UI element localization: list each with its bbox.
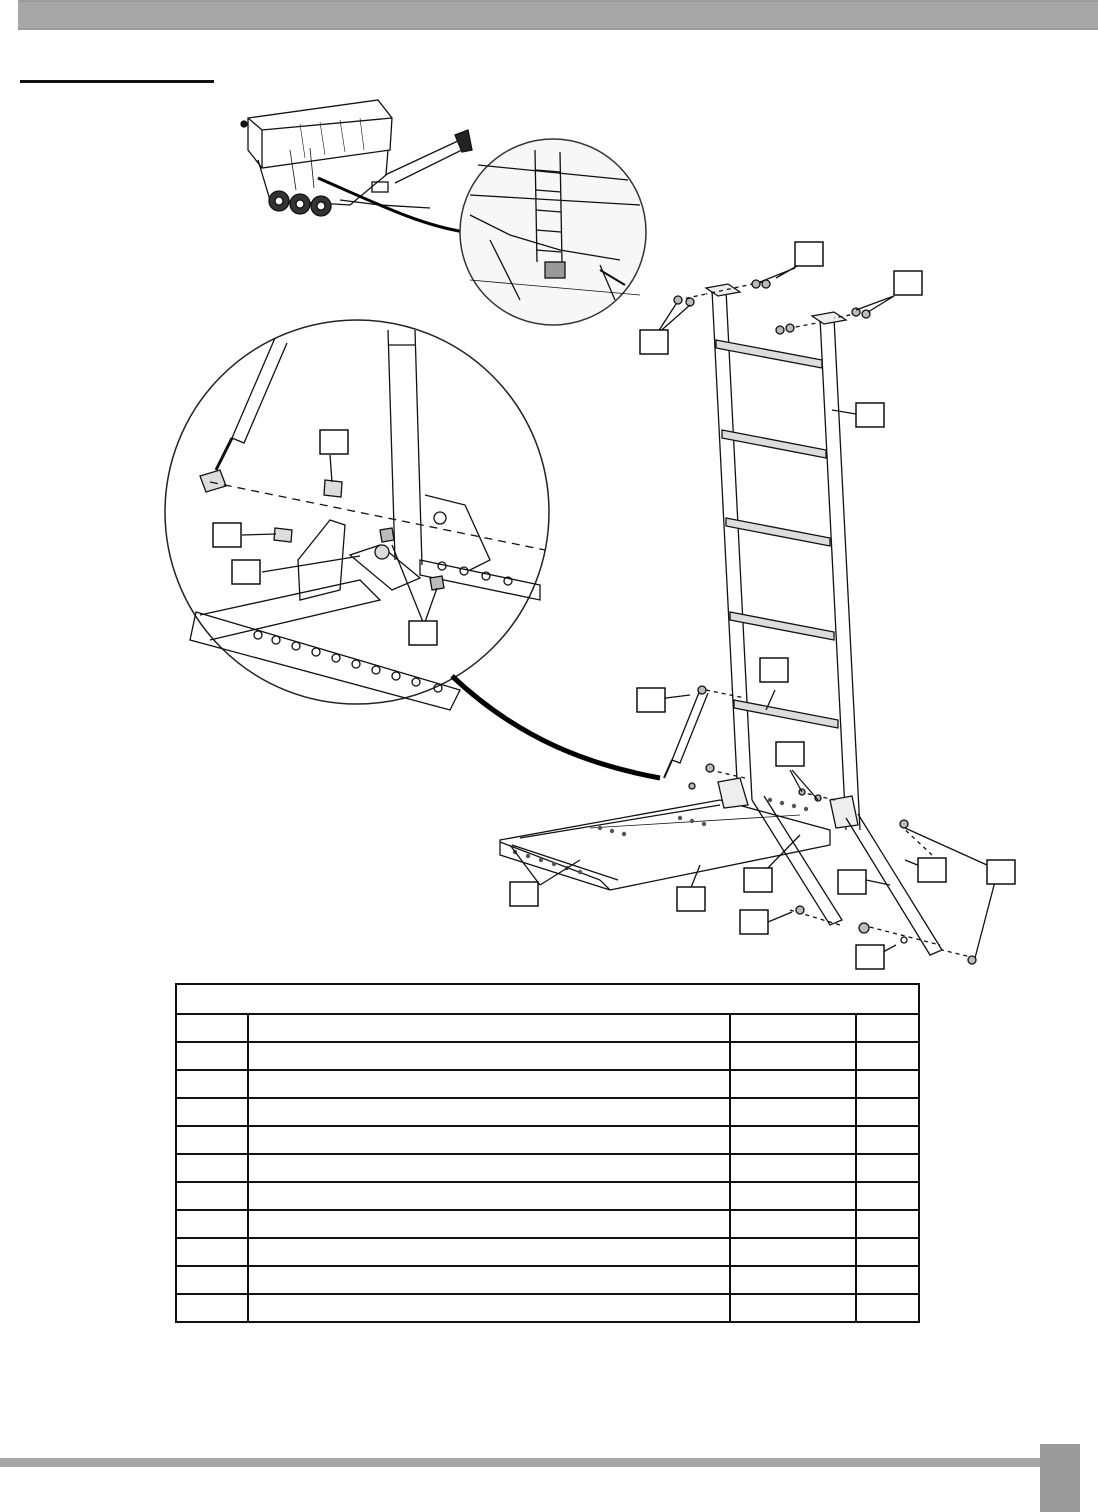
table-cell	[176, 1182, 248, 1210]
hinge-detail-circle	[165, 320, 549, 710]
callout-box	[894, 271, 922, 295]
callout-box	[918, 858, 946, 882]
table-cell	[856, 1294, 919, 1322]
callout-box	[856, 403, 884, 427]
callout-box	[637, 688, 665, 712]
cart-ladder-detail-circle	[460, 139, 646, 325]
table-cell	[730, 1154, 856, 1182]
table-cell	[730, 1266, 856, 1294]
table-header-row	[176, 1014, 919, 1042]
table-cell	[176, 1126, 248, 1154]
table-cell	[856, 1266, 919, 1294]
table-cell	[248, 1182, 730, 1210]
table-row	[176, 1238, 919, 1266]
column-header	[176, 1014, 248, 1042]
callout-box	[677, 887, 705, 911]
table-cell	[730, 1042, 856, 1070]
table-cell	[248, 1126, 730, 1154]
callout-box	[744, 868, 772, 892]
table-title-row	[176, 984, 919, 1014]
table-cell	[176, 1098, 248, 1126]
table-cell	[248, 1098, 730, 1126]
table-cell	[176, 1210, 248, 1238]
table-cell	[856, 1238, 919, 1266]
table-row	[176, 1126, 919, 1154]
footer-bar	[0, 1458, 1040, 1467]
page-number-tab	[1040, 1444, 1080, 1512]
table-cell	[856, 1182, 919, 1210]
table-cell	[730, 1126, 856, 1154]
table-row	[176, 1042, 919, 1070]
table-cell	[176, 1294, 248, 1322]
table-cell	[856, 1210, 919, 1238]
callout-box	[776, 742, 804, 766]
table-cell	[248, 1070, 730, 1098]
table-title-cell	[176, 984, 919, 1014]
table-cell	[248, 1154, 730, 1182]
table-cell	[730, 1070, 856, 1098]
callout-box	[320, 430, 348, 454]
table-row	[176, 1294, 919, 1322]
column-header	[730, 1014, 856, 1042]
table-cell	[856, 1070, 919, 1098]
table-cell	[730, 1182, 856, 1210]
table-cell	[730, 1098, 856, 1126]
callout-box	[510, 882, 538, 906]
callout-box	[987, 860, 1015, 884]
table-cell	[730, 1238, 856, 1266]
table-row	[176, 1182, 919, 1210]
callout-box	[213, 523, 241, 547]
table-row	[176, 1098, 919, 1126]
table-cell	[248, 1238, 730, 1266]
grain-cart-overview	[241, 100, 472, 216]
callout-box	[409, 621, 437, 645]
table-cell	[176, 1238, 248, 1266]
callout-box	[838, 870, 866, 894]
table-cell	[856, 1042, 919, 1070]
callout-box	[856, 945, 884, 969]
table-cell	[856, 1126, 919, 1154]
table-cell	[248, 1042, 730, 1070]
table-cell	[856, 1154, 919, 1182]
parts-list-table	[175, 983, 920, 1323]
table-cell	[176, 1042, 248, 1070]
table-cell	[730, 1210, 856, 1238]
table-cell	[248, 1294, 730, 1322]
table-cell	[176, 1266, 248, 1294]
callout-box	[232, 560, 260, 584]
callout-box	[760, 658, 788, 682]
table-row	[176, 1210, 919, 1238]
table-cell	[248, 1210, 730, 1238]
table-cell	[856, 1098, 919, 1126]
table-row	[176, 1154, 919, 1182]
table-row	[176, 1070, 919, 1098]
callout-box	[740, 910, 768, 934]
table-cell	[176, 1070, 248, 1098]
callout-box	[795, 242, 823, 266]
table-cell	[176, 1154, 248, 1182]
callout-box	[640, 330, 668, 354]
table-row	[176, 1266, 919, 1294]
column-header	[856, 1014, 919, 1042]
table-cell	[730, 1294, 856, 1322]
table-cell	[248, 1266, 730, 1294]
column-header	[248, 1014, 730, 1042]
